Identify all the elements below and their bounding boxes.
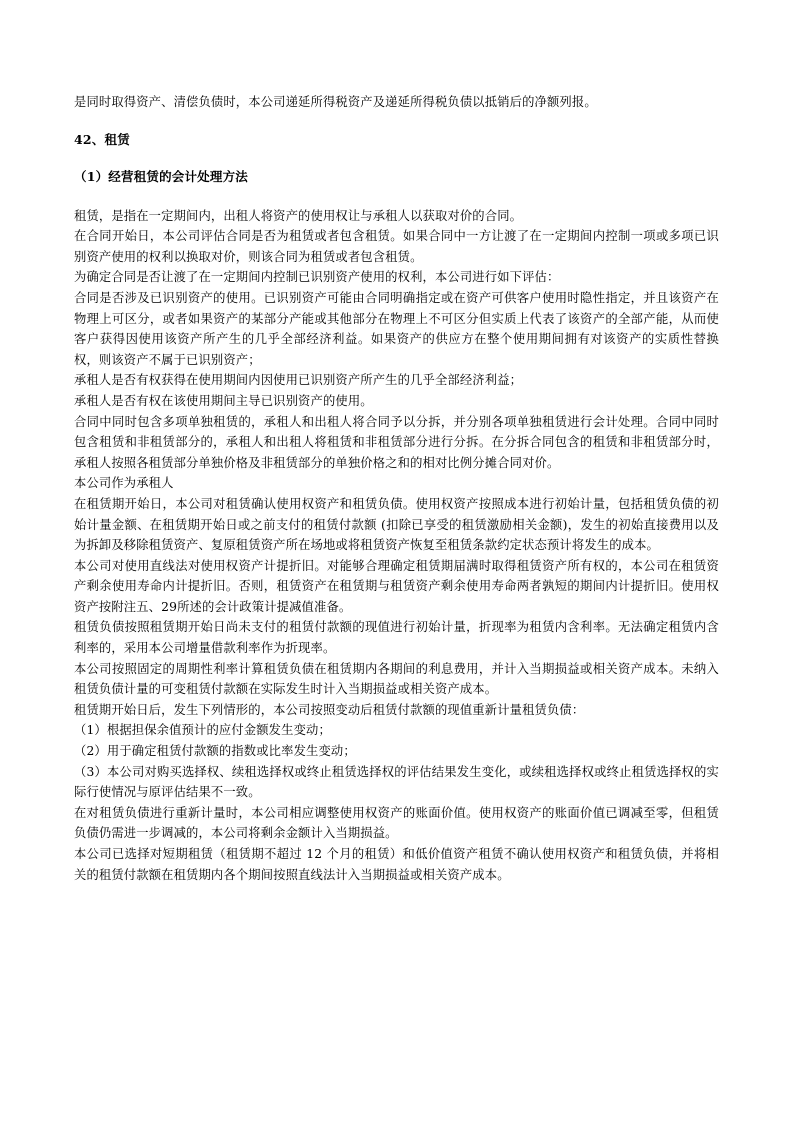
paragraph: 租赁，是指在一定期间内，出租人将资产的使用权让与承租人以获取对价的合同。: [74, 208, 523, 223]
lead-paragraph: 是同时取得资产、清偿负债时，本公司递延所得税资产及递延所得税负债以抵销后的净额列报。: [74, 95, 597, 109]
list-item: （2）用于确定租赁付款额的指数或比率发生变动；: [74, 744, 356, 759]
paragraph: 租赁负债按照租赁期开始日尚未支付的租赁付款额的现值进行初始计量，折现率为租赁内含利率。无法确定租赁内含利率的，采用本公司增量借款利率作为折现率。: [74, 620, 719, 656]
subsection-heading: （1）经营租赁的会计处理方法: [74, 168, 248, 184]
paragraph: 本公司按照固定的周期性利率计算租赁负债在租赁期内各期间的利息费用，并计入当期损益或相关资产成本。未纳入租赁负债计量的可变租赁付款额在实际发生时计入当期损益或相关资产成本。: [74, 661, 719, 697]
section-heading: 42、租赁: [74, 131, 130, 147]
paragraph: 在对租赁负债进行重新计量时，本公司相应调整使用权资产的账面价值。使用权资产的账面价值已调减至零，但租赁负债仍需进一步调减的，本公司将剩余金额计入当期损益。: [74, 805, 719, 841]
paragraph: 为确定合同是否让渡了在一定期间内控制已识别资产使用的权利，本公司进行如下评估：: [74, 270, 560, 285]
paragraph: 合同是否涉及已识别资产的使用。已识别资产可能由合同明确指定或在资产可供客户使用时隐性指定，并且该资产在物理上可区分，或者如果资产的某部分产能或其他部分在物理上不可区分但实质上代表了该资产的全部产能，从而使客户获得因使用该资产所产生的几乎全部经济利益。如果资产的供应方在整个使用期间拥有对该资产的实质性替换权，则该资产不属于已识别资产；: [74, 290, 719, 367]
paragraph: 本公司已选择对短期租赁（租赁期不超过 12 个月的租赁）和低价值资产租赁不确认使用权资产和租赁负债，并将相关的租赁付款额在租赁期内各个期间按照直线法计入当期损益或相关资产成本。: [74, 847, 719, 882]
paragraph: 在合同开始日，本公司评估合同是否为租赁或者包含租赁。如果合同中一方让渡了在一定期间内控制一项或多项已识别资产使用的权利以换取对价，则该合同为租赁或者包含租赁。: [74, 229, 719, 264]
paragraph: 租赁期开始日后，发生下列情形的，本公司按照变动后租赁付款额的现值重新计量租赁负债：: [74, 702, 585, 717]
list-item: （1）根据担保余值预计的应付金额发生变动；: [74, 723, 331, 738]
paragraph: 本公司对使用直线法对使用权资产计提折旧。对能够合理确定租赁期届满时取得租赁资产所有权的，本公司在租赁资产剩余使用寿命内计提折旧。否则，租赁资产在租赁期与租赁资产剩余使用寿命两者孰短的期间内计提折旧。使用权资产按附注五、29所述的会计政策计提减值准备。: [74, 558, 719, 614]
paragraph: 在租赁期开始日，本公司对租赁确认使用权资产和租赁负债。使用权资产按照成本进行初始计量，包括租赁负债的初始计量金额、在租赁期开始日或之前支付的租赁付款额 (扣除已享受的租赁激励相关金额)，发生的初始直接费用以及为拆卸及移除租赁资产、复原租赁资产所在场地或将租赁资产恢复至租赁条款约定状态预计将发生的成本。: [74, 496, 719, 553]
body-paragraphs: [74, 206, 719, 886]
list-item: （3）本公司对购买选择权、续租选择权或终止租赁选择权的评估结果发生变化，或续租选择权或终止租赁选择权的实际行使情况与原评估结果不一致。: [74, 764, 719, 800]
paragraph: 承租人是否有权在该使用期间主导已识别资产的使用。: [74, 393, 373, 408]
paragraph: 本公司作为承租人: [74, 476, 174, 491]
paragraph: 合同中同时包含多项单独租赁的，承租人和出租人将合同予以分拆，并分别各项单独租赁进行会计处理。合同中同时包含租赁和非租赁部分的，承租人和出租人将租赁和非租赁部分进行分拆。在分拆合同包含的租赁和非租赁部分时，承租人按照各租赁部分单独价格及非租赁部分的单独价格之和的相对比例分摊合同对价。: [74, 414, 719, 470]
paragraph: 承租人是否有权获得在使用期间内因使用已识别资产所产生的几乎全部经济利益；: [74, 373, 523, 388]
